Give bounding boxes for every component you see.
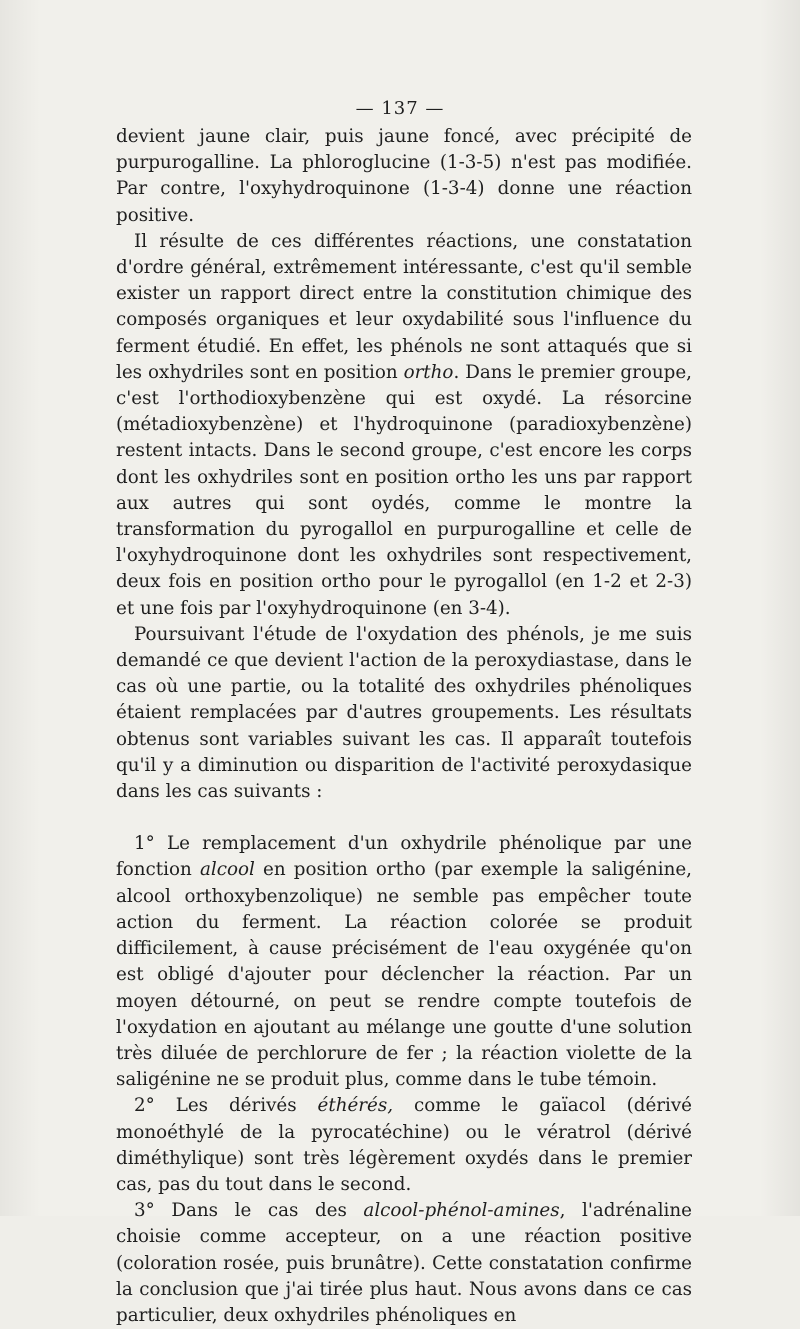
paragraph-general-conclusion [116, 229, 692, 622]
paragraph-case-3 [116, 1198, 692, 1329]
body-text [116, 124, 692, 1329]
paragraph-substitution-study [116, 622, 692, 805]
italic-term: éthérés, [317, 1095, 394, 1117]
text-segment: , l'adrénaline choisie comme accepteur, on a une réaction positive (coloration rosée, puis brunâtre). Cette constatation confirme la conclusion que j'ai tirée plus haut. Nous avons dans ce cas particulier, deux oxhydriles phénoliques en [116, 1200, 692, 1326]
text-segment: comme le gaïacol (dérivé monoéthylé de la pyrocatéchine) ou le vératrol (dérivé diméthylique) sont très légèrement oxydés dans le premier cas, pas du tout dans le second. [116, 1095, 693, 1195]
text-segment: en position ortho (par exemple la saligénine, alcool orthoxybenzolique) ne semble pas empêcher toute action du ferment. La réaction colorée se produit difficilement, à cause précisément de l'eau oxygénée qu'on est obligé d'ajouter pour déclencher la réaction. Par un moyen détourné, on peut se rendre compte toutefois de l'oxydation en ajoutant au mélange une goutte d'une solution très diluée de perchlorure de fer ; la réaction violette de la saligénine ne se produit plus, comme dans le tube témoin. [116, 859, 692, 1091]
text-segment: devient jaune clair, puis jaune foncé, avec précipité de purpurogalline. La phloroglucine (1-3-5) n'est pas modifiée. Par contre, l'oxyhydroquinone (1-3-4) donne une réaction positive. [116, 126, 692, 226]
italic-term: alcool [199, 859, 255, 881]
paragraph-case-2 [116, 1093, 692, 1198]
paragraph-continuation [116, 124, 692, 229]
italic-term: alcool-phénol-amines [363, 1200, 560, 1222]
text-segment: 1° Le remplacement d'un oxhydrile phénolique par une fonction [116, 833, 692, 881]
paragraph-case-1 [116, 831, 692, 1093]
text-segment: Il résulte de ces différentes réactions, une constatation d'ordre général, extrêmement intéressante, c'est qu'il semble exister un rapport direct entre la constitution chimique des composés organiques et leur oxydabilité sous l'influence du ferment étudié. En effet, les phénols ne sont attaqués que si les oxhydriles sont en position [116, 230, 692, 383]
text-segment: 3° Dans le cas des [134, 1200, 364, 1222]
text-segment: 2° Les dérivés [134, 1095, 318, 1117]
page-number: — 137 — [355, 98, 445, 119]
text-segment: Poursuivant l'étude de l'oxydation des phénols, je me suis demandé ce que devient l'action de la peroxydiastase, dans le cas où une partie, ou la totalité des oxhydriles phénoliques étaient remplacées par d'autres groupements. Les résultats obtenus sont variables suivant les cas. Il apparaît toutefois qu'il y a diminution ou disparition de l'activité peroxydasique dans les cas suivants : [116, 623, 692, 803]
text-segment: . Dans le premier groupe, c'est l'orthodioxybenzène qui est oxydé. La résorcine (métadioxybenzène) et l'hydroquinone (paradioxybenzène) restent intacts. Dans le second groupe, c'est encore les corps dont les oxhydriles sont en position ortho les uns par rapport aux autres qui sont oydés, comme le montre la transformation du pyrogallol en purpurogalline et celle de l'oxyhydroquinone dont les oxhydriles sont respectivement, deux fois en position ortho pour le pyrogallol (en 1-2 et 2-3) et une fois par l'oxyhydroquinone (en 3-4). [116, 361, 692, 619]
italic-term: ortho [403, 361, 454, 383]
